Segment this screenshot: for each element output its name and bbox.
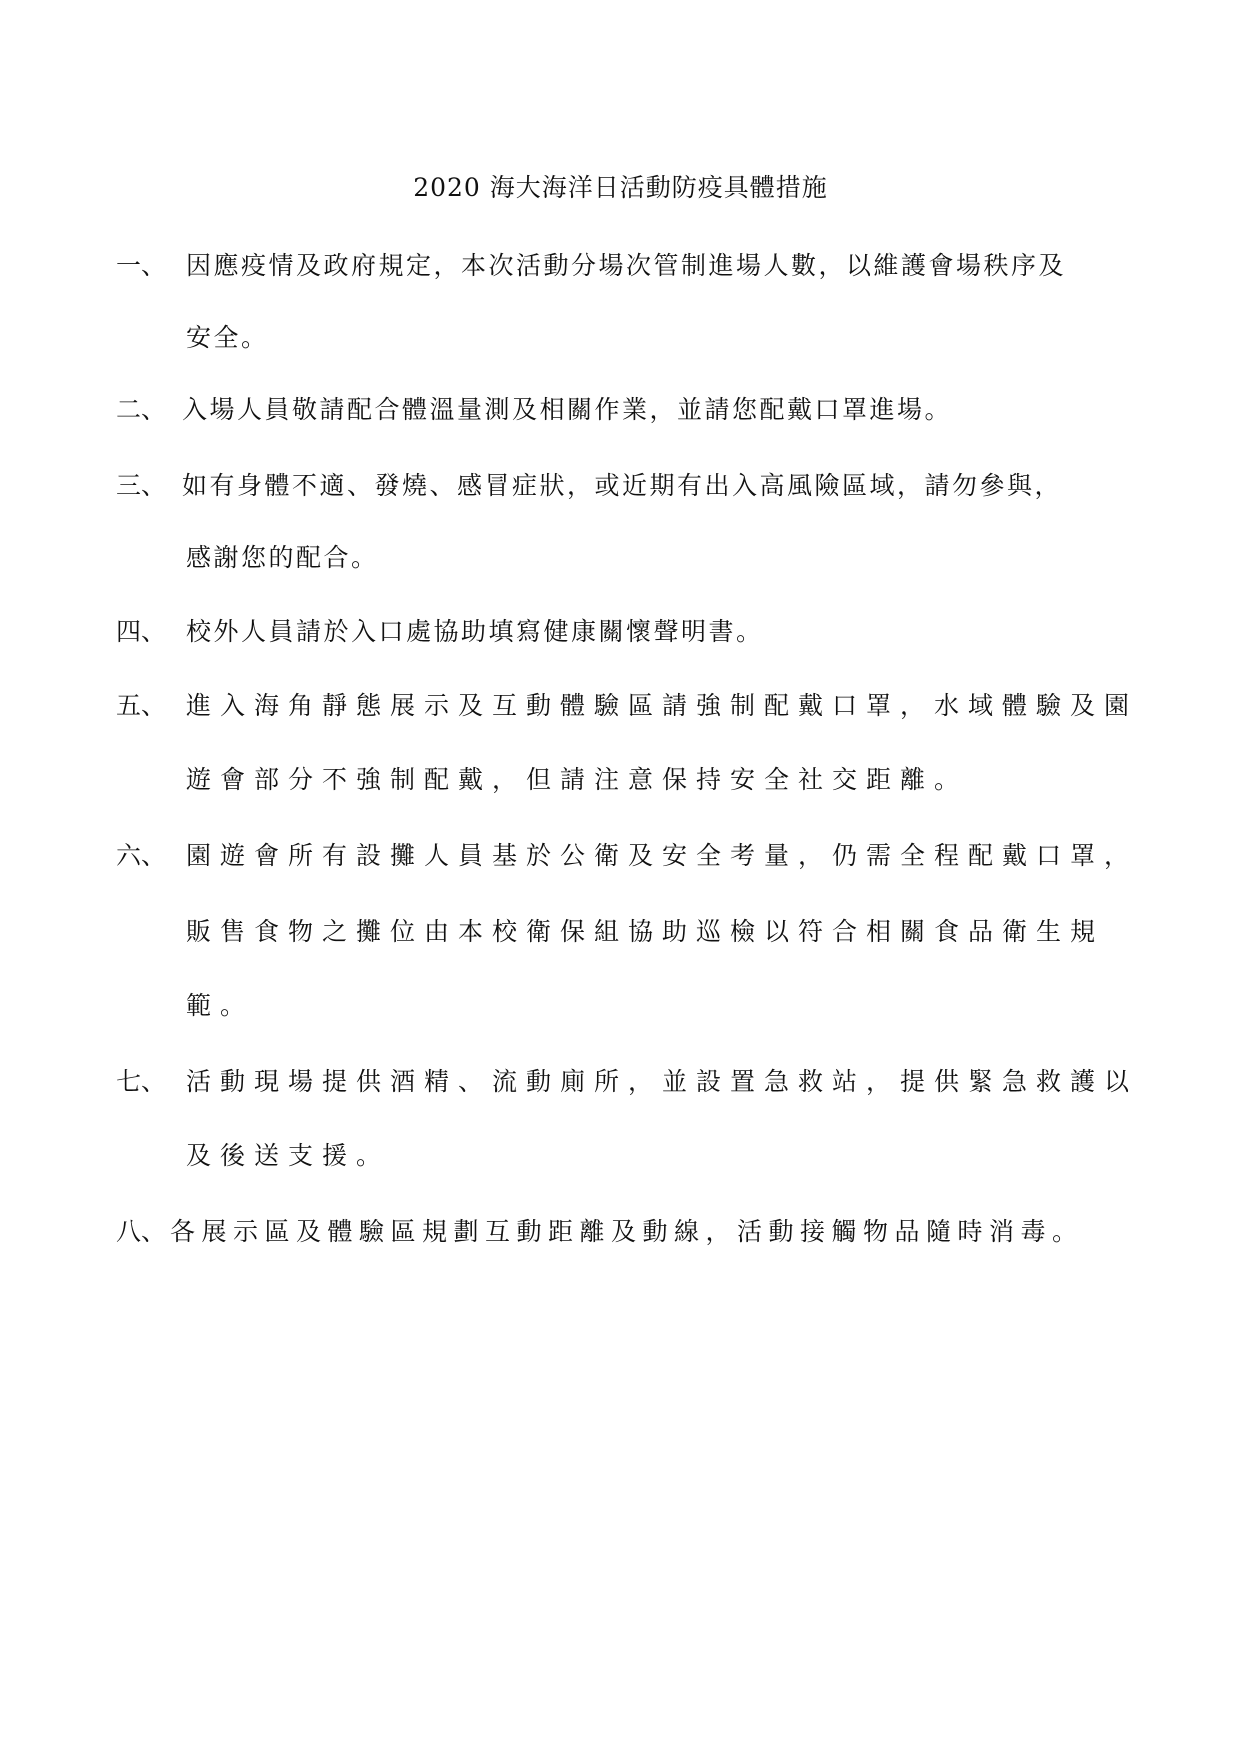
item-1-number: 一、	[116, 251, 167, 280]
item-6-line-2: 販售食物之攤位由本校衛保組協助巡檢以符合相關食品衛生規	[186, 917, 1105, 946]
item-6-number: 六、	[116, 841, 167, 870]
item-1-line-1: 因應疫情及政府規定，本次活動分場次管制進場人數，以維護會場秩序及	[186, 251, 1067, 280]
item-5-line-2: 遊會部分不強制配戴，但請注意保持安全社交距離。	[186, 765, 969, 794]
item-2-line-1: 入場人員敬請配合體溫量測及相關作業，並請您配戴口罩進場。	[182, 395, 953, 424]
item-2-number: 二、	[116, 395, 167, 424]
item-6-line-3: 範。	[186, 991, 255, 1020]
item-1-line-2: 安全。	[186, 323, 269, 352]
item-3-line-1: 如有身體不適、發燒、感冒症狀，或近期有出入高風險區域，請勿參與，	[182, 471, 1063, 500]
item-7-line-1: 活動現場提供酒精、流動廁所，並設置急救站，提供緊急救護以	[186, 1067, 1139, 1096]
item-7-line-2: 及後送支援。	[186, 1141, 391, 1170]
item-3-line-2: 感謝您的配合。	[186, 543, 379, 572]
item-6-line-1: 園遊會所有設攤人員基於公衛及安全考量，仍需全程配戴口罩，	[186, 841, 1139, 870]
item-4-number: 四、	[116, 617, 167, 646]
item-4-line-1: 校外人員請於入口處協助填寫健康關懷聲明書。	[186, 617, 764, 646]
item-5-line-1: 進入海角靜態展示及互動體驗區請強制配戴口罩，水域體驗及園	[186, 691, 1139, 720]
item-5-number: 五、	[116, 691, 167, 720]
item-8-line-1: 各展示區及體驗區規劃互動距離及動線，活動接觸物品隨時消毒。	[170, 1217, 1084, 1246]
document-title: 2020 海大海洋日活動防疫具體措施	[413, 173, 828, 202]
item-3-number: 三、	[116, 471, 167, 500]
item-8-number: 八、	[116, 1217, 167, 1246]
item-7-number: 七、	[116, 1067, 167, 1096]
